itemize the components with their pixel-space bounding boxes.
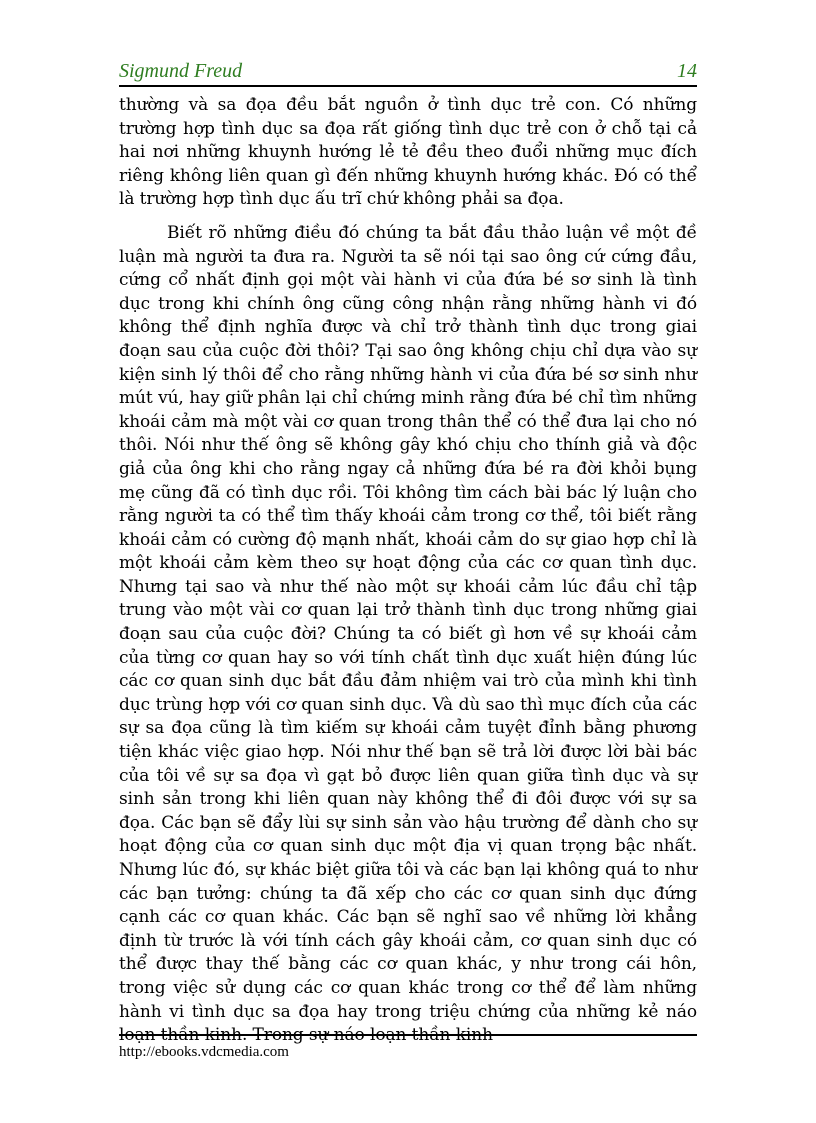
paragraph: Biết rõ những điều đó chúng ta bắt đầu thảo luận về một đề luận mà người ta đưa ra. Người ta sẽ nói tại sao ông cứ cứng đầu, cứng cổ nhất định gọi một vài hành vi của đứa bé sơ sinh là tình dục trong khi chính ông cũng công nhận rằng những hành vi đó không thể định nghĩa được và chỉ trở thành tình dục trong giai đoạn sau của cuộc đời thôi? Tại sao ông không chịu chỉ dựa vào sự kiện sinh lý thôi để cho rằng những hành vi của đứa bé sơ sinh như mút vú, hay giữ phân lại chỉ chứng minh rằng đứa bé chỉ tìm những khoái cảm mà một vài cơ quan trong thân thể có thể đưa lại cho nó thôi. Nói như thế ông sẽ không gây khó chịu cho thính giả và độc giả của ông khi cho rằng ngay cả những đứa bé ra đời khỏi bụng mẹ cũng đã có tình dục rồi. Tôi không tìm cách bài bác lý luận cho rằng người ta có thể tìm thấy khoái cảm trong cơ thể, tôi biết rằng khoái cảm có cường độ mạnh nhất, khoái cảm do sự giao hợp chỉ là một khoái cảm kèm theo sự hoạt động của các cơ quan tình dục. Nhưng tại sao và như thế nào một sự khoái cảm lúc đầu chỉ tập trung vào một vài cơ quan lại trở thành tình dục trong những giai đoạn sau của cuộc đời? Chúng ta có biết gì hơn về sự khoái cảm của từng cơ quan hay so với tính chất tình dục xuất hiện đúng lúc các cơ quan sinh dục bắt đầu đảm nhiệm vai trò của mình khi tình dục trùng hợp với cơ quan sinh dục. Và dù sao thì mục đích của các sự sa đọa cũng là tìm kiếm sự khoái cảm tuyệt đỉnh bằng phương tiện khác việc giao hợp. Nói như thế bạn sẽ trả lời được lời bài bác của tôi về sự sa đọa vì gạt bỏ được liên quan giữa tình dục và sự sinh sản trong khi liên quan này không thể đi đôi được với sự sa đọa. Các bạn sẽ đẩy lùi sự sinh sản vào hậu trường để dành cho sự hoạt động của cơ quan sinh dục một địa vị quan trọng bậc nhất. Nhưng lúc đó, sự khác biệt giữa tôi và các bạn lại không quá to như các bạn tưởng: chúng ta đã xếp cho các cơ quan sinh dục đứng cạnh các cơ quan khác. Các bạn sẽ nghĩ sao về những lời khẳng định từ trước là với tính cách gây khoái cảm, cơ quan sinh dục có thể được thay thế bằng các cơ quan khác, y như trong cái hôn, trong việc sử dụng các cơ quan khác trong cơ thể để làm những hành vi tình dục sa đọa hay trong triệu chứng của những kẻ náo loạn thần kinh. Trong sự náo loạn thần kinh bbox=[119, 222, 697, 1046]
page-header bbox=[119, 58, 697, 86]
footer-url: http://ebooks.vdcmedia.com bbox=[119, 1044, 289, 1060]
header-divider bbox=[119, 85, 697, 87]
header-author: Sigmund Freud bbox=[119, 60, 243, 82]
footer-divider bbox=[119, 1034, 697, 1036]
paragraph-continuation: thường và sa đọa đều bắt nguồn ở tình dục trẻ con. Có những trường hợp tình dục sa đọa rất giống tình dục trẻ con ở chỗ tại cả hai nơi những khuynh hướng lẻ tẻ đều theo đuổi những mục đích riêng không liên quan gì đến những khuynh hướng khác. Đó có thể là trường hợp tình dục ấu trĩ chứ không phải sa đọa. bbox=[119, 95, 697, 210]
body-text bbox=[119, 94, 697, 1048]
page-number: 14 bbox=[677, 60, 697, 82]
